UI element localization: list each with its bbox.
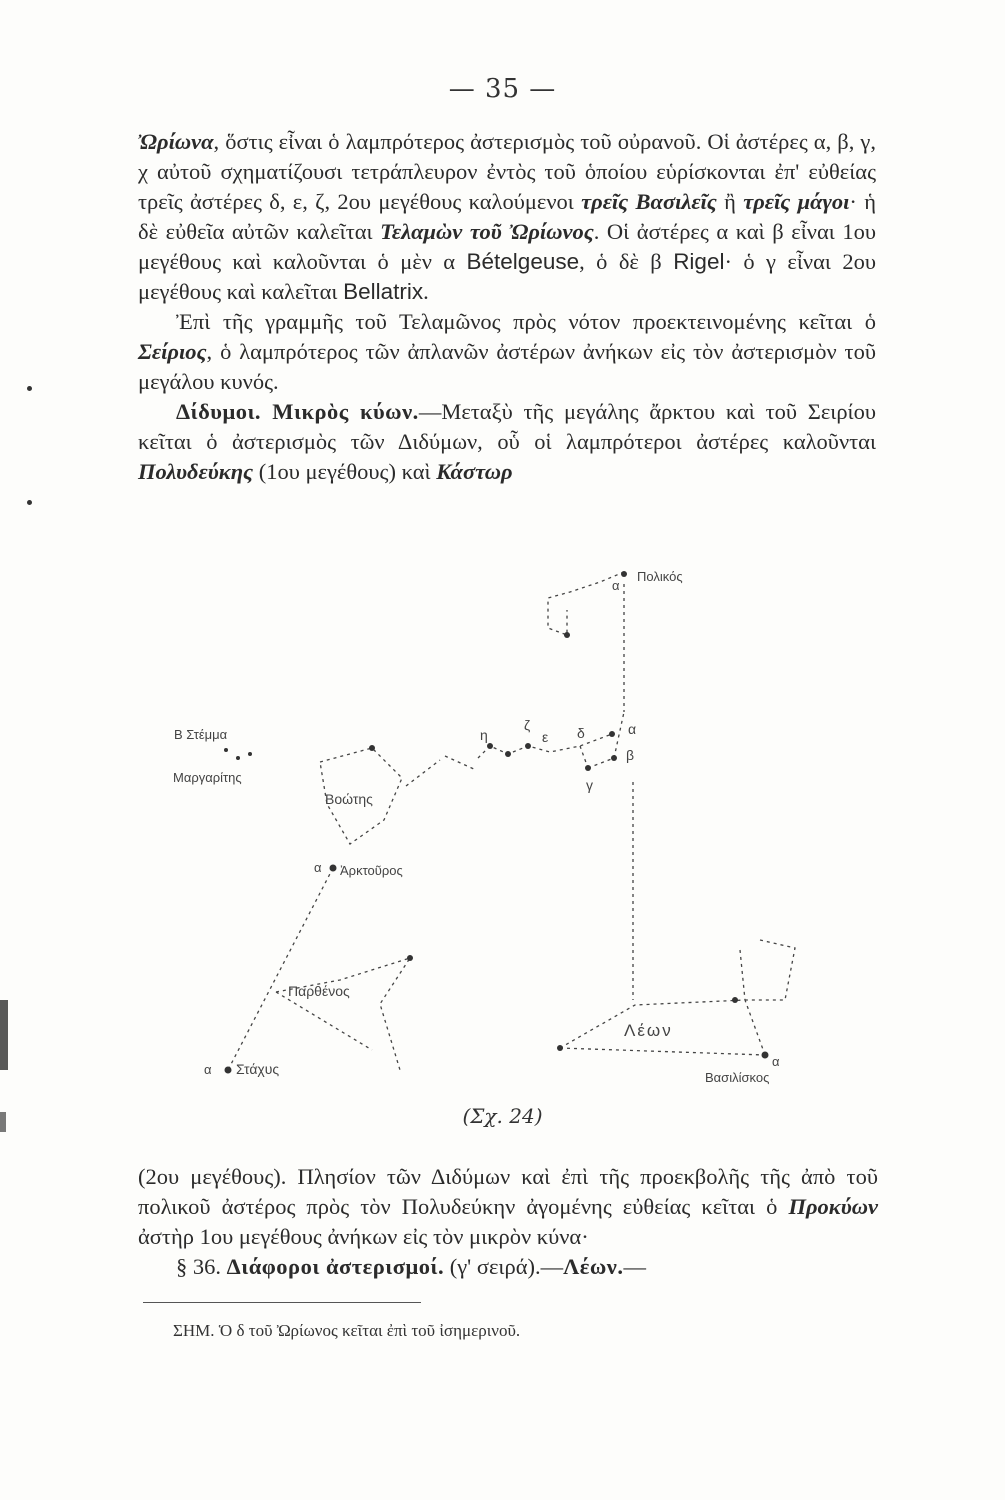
star <box>236 756 240 760</box>
star-zeta <box>505 751 511 757</box>
leo-head-lines <box>745 940 795 1000</box>
orion-text-4: . Οἱ ἀστέρες α καὶ β εἶναι 1ου μεγέθους καὶ καλοῦνται ὁ μὲν α <box>138 219 877 274</box>
orion-line <box>614 712 624 758</box>
leo-base <box>560 1048 765 1055</box>
section-series: (γ' σειρά).— <box>444 1254 564 1279</box>
star-spica <box>225 1067 232 1074</box>
paragraph-procyon <box>138 1162 878 1252</box>
edge-mark <box>0 1000 8 1070</box>
paragraph-gemini <box>138 397 876 487</box>
label-alpha-arcturus: α <box>314 860 322 875</box>
star <box>224 748 228 752</box>
star <box>732 997 738 1003</box>
label-polikos: Πολικός <box>637 569 683 584</box>
pollux-term: Πολυδεύκης <box>138 459 254 484</box>
orion-term: Ὠρίωνα <box>138 129 214 154</box>
paragraph-orion <box>138 127 876 307</box>
label-alpha-orion: α <box>628 721 637 737</box>
orion-belt-term: Τελαμὼν τοῦ Ὠρίωνος <box>380 219 594 244</box>
label-gamma-orion: γ <box>586 777 593 793</box>
star-regulus <box>762 1052 769 1059</box>
label-parthenos: Παρθένος <box>288 983 350 999</box>
betelgeuse-name: Bételgeuse <box>466 249 580 274</box>
label-zeta: ζ <box>524 717 531 733</box>
procyon-text-2: ἀστὴρ 1ου μεγέθους ἀνήκων εἰς τὸν μικρὸν κύνα· <box>138 1224 589 1249</box>
arcturus-spica-line <box>228 868 333 1070</box>
leo-heading: Λέων. <box>563 1254 624 1279</box>
page-number: — 35 — <box>448 74 557 104</box>
bootes-link <box>406 760 440 786</box>
sirius-text-1: Ἐπὶ τῆς γραμμῆς τοῦ Τελαμῶνος πρὸς νότον προεκτεινομένης κεῖται ὁ <box>176 309 876 334</box>
label-arcturus: Ἀρκτοῦρος <box>340 863 403 878</box>
star <box>369 745 375 751</box>
gemini-heading: Δίδυμοι. Μικρὸς κύων. <box>176 399 419 424</box>
section-heading: Διάφοροι ἀστερισμοί. <box>226 1254 445 1279</box>
three-kings-term: τρεῖς Βασιλεῖς <box>581 189 717 214</box>
orion-line <box>580 746 588 768</box>
star-eta <box>487 743 493 749</box>
orion-text-7: . <box>423 279 429 304</box>
footnote-rule <box>143 1302 421 1303</box>
label-epsilon: ε <box>542 729 549 745</box>
rigel-name: Rigel <box>673 249 725 274</box>
star <box>564 632 570 638</box>
gemini-text-2: (1ου μεγέθους) καὶ <box>253 459 437 484</box>
gemini-text-1: —Μεταξὺ τῆς μεγάλης ἄρκτου καὶ τοῦ Σειρίου κεῖται ὁ ἀστερισμὸς τῶν Διδύμων, οὗ οἱ λαμπρότεροι ἀστέρες καλοῦνται <box>138 399 877 454</box>
procyon-term: Προκύων <box>788 1194 878 1219</box>
star-gamma-orion <box>585 765 591 771</box>
label-alpha-regulus: α <box>772 1054 780 1069</box>
polar-star <box>621 571 627 577</box>
label-margaritis: Μαργαρίτης <box>173 770 242 785</box>
virgo-lines <box>276 958 410 1070</box>
label-leon: Λέων <box>624 1021 673 1040</box>
orion-line <box>588 758 614 768</box>
orion-text-1: , ὅστις εἶναι ὁ λαμπρότερος ἀστερισμὸς τοῦ οὐρανοῦ. Οἱ ἀστέρες α, β, γ, χ αὐτοῦ σχηματίζουσι τετράπλευρον ἐντὸς τοῦ ὁποίου εὑρίσκονται ἐπ' εὐθείας τρεῖς ἀστέρες δ, ε, ζ, 2ου μεγέθους καλούμενοι <box>138 129 876 214</box>
label-bootes: Βοώτης <box>325 791 373 807</box>
label-alpha-polar: α <box>612 578 620 593</box>
orion-text-6: · ὁ γ εἶναι 2ου μεγέθους καὶ καλεῖται <box>138 249 877 304</box>
label-delta: δ <box>577 725 585 741</box>
section-number: § 36. <box>176 1254 221 1279</box>
paragraph-sirius <box>138 307 876 397</box>
label-beta-orion: β <box>626 747 635 763</box>
star-beta-orion <box>611 755 617 761</box>
leo-head-line <box>740 950 745 1000</box>
paragraph-section-36 <box>138 1252 878 1282</box>
sirius-term: Σείριος <box>138 339 207 364</box>
label-eta: η <box>480 727 488 743</box>
orion-text-3: · ἡ δὲ εὐθεῖα αὐτῶν καλεῖται <box>138 189 876 244</box>
lower-text <box>138 1162 878 1282</box>
star-alpha-orion <box>609 731 615 737</box>
bootes-link <box>445 756 476 770</box>
orion-text-2: ἢ <box>716 189 744 214</box>
label-alpha-spica: α <box>204 1062 212 1077</box>
castor-term: Κάστωρ <box>436 459 513 484</box>
label-stachys: Στάχυς <box>236 1061 280 1077</box>
bellatrix-name: Bellatrix <box>343 279 424 304</box>
star <box>248 752 252 756</box>
label-b-stemma: Β Στέμμα <box>174 727 228 742</box>
star-epsilon <box>525 743 531 749</box>
label-vasiliskos: Βασιλίσκος <box>705 1070 770 1085</box>
sirius-text-2: , ὁ λαμπρότερος τῶν ἀπλανῶν ἀστέρων ἀνήκων εἰς τὸν ἀστερισμὸν τοῦ μεγάλου κυνός. <box>138 339 876 394</box>
footnote: ΣΗΜ. Ὁ δ τοῦ Ὠρίωνος κεῖται ἐπὶ τοῦ ἰσημερινοῦ. <box>173 1321 521 1340</box>
margin-dot <box>27 500 32 505</box>
margin-dot <box>27 386 32 391</box>
procyon-text-1: (2ου μεγέθους). Πλησίον τῶν Διδύμων καὶ ἐπὶ τῆς προεκβολῆς τῆς ἀπὸ τοῦ πολικοῦ ἀστέρος πρὸς τὸν Πολυδεύκην ἀγομένης εὐθείας κεῖται ὁ <box>138 1164 878 1219</box>
constellation-diagram <box>140 550 840 1110</box>
body-text <box>138 127 876 487</box>
orion-text-5: , ὁ δὲ β <box>579 249 674 274</box>
star-arcturus <box>330 865 337 872</box>
star <box>407 955 413 961</box>
virgo-line <box>276 992 372 1050</box>
three-magi-term: τρεῖς μάγοι <box>743 189 850 214</box>
star <box>557 1045 563 1051</box>
figure-caption: (Σχ. 24) <box>462 1104 543 1128</box>
section-dash: — <box>623 1254 646 1279</box>
